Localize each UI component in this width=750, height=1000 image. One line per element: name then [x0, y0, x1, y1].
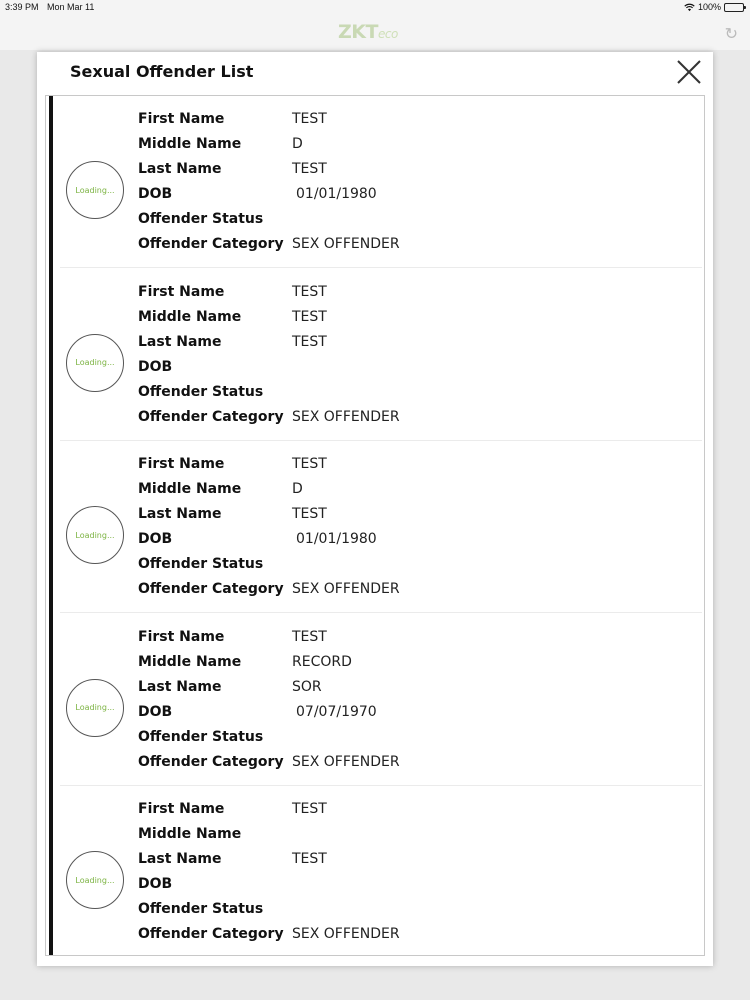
offender-record[interactable] [60, 614, 702, 786]
field-value: TEST [292, 456, 327, 472]
field-label: DOB [138, 358, 173, 375]
modal-title: Sexual Offender List [70, 62, 254, 81]
field-row-offender-category [138, 407, 698, 427]
app-bar [0, 16, 750, 50]
field-row-offender-category [138, 234, 698, 254]
field-value: SEX OFFENDER [292, 926, 400, 942]
field-row-first-name [138, 799, 698, 819]
field-label: Offender Category [138, 926, 284, 942]
field-label: Offender Category [138, 753, 284, 770]
battery-percent: 100% [697, 2, 721, 12]
field-label: Offender Category [138, 581, 284, 597]
field-value: TEST [292, 506, 327, 522]
field-label: DOB [138, 703, 173, 720]
field-value: TEST [292, 161, 327, 177]
field-value: SEX OFFENDER [292, 408, 400, 425]
field-label: Offender Status [138, 901, 264, 917]
field-label: DOB [138, 531, 173, 547]
field-row-middle-name [138, 479, 698, 499]
field-label: Middle Name [138, 826, 242, 842]
field-value: RECORD [292, 653, 352, 670]
field-label: Middle Name [138, 136, 242, 152]
zkteco-logo: ZKTeco [338, 21, 398, 43]
close-icon[interactable] [674, 57, 704, 87]
offender-photo-placeholder: Loading... [66, 334, 124, 392]
field-value: TEST [292, 111, 327, 127]
field-value: SEX OFFENDER [292, 753, 400, 770]
field-row-offender-category [138, 924, 698, 944]
field-value: SOR [292, 678, 322, 695]
field-row-dob [138, 702, 698, 722]
offender-record[interactable] [60, 269, 702, 441]
field-row-offender-category [138, 752, 698, 772]
field-value: D [292, 136, 303, 152]
offender-record[interactable] [60, 786, 702, 956]
field-row-last-name [138, 504, 698, 524]
field-label: First Name [138, 456, 225, 472]
field-value: TEST [292, 801, 327, 817]
field-label: Offender Status [138, 556, 264, 572]
field-row-middle-name [138, 307, 698, 327]
field-value: 01/01/1980 [296, 531, 377, 547]
field-label: Middle Name [138, 653, 242, 670]
field-label: Middle Name [138, 481, 242, 497]
status-time: 3:39 PM [5, 2, 39, 12]
field-row-offender-status [138, 727, 698, 747]
close-button[interactable] [674, 57, 704, 87]
field-row-offender-status [138, 209, 698, 229]
field-row-first-name [138, 454, 698, 474]
offender-photo-placeholder: Loading... [66, 851, 124, 909]
status-right [684, 2, 744, 12]
field-row-dob [138, 874, 698, 894]
field-label: Offender Status [138, 383, 264, 400]
offender-list[interactable] [45, 95, 705, 956]
sexual-offender-list-dialog [37, 52, 713, 966]
field-label: First Name [138, 628, 225, 645]
field-label: First Name [138, 111, 225, 127]
field-label: Offender Status [138, 211, 264, 227]
field-value: SEX OFFENDER [292, 236, 400, 252]
field-value: SEX OFFENDER [292, 581, 400, 597]
field-value: 07/07/1970 [296, 703, 377, 720]
field-label: Offender Status [138, 728, 264, 745]
field-value: D [292, 481, 303, 497]
field-label: Last Name [138, 333, 222, 350]
field-row-dob [138, 184, 698, 204]
field-label: Middle Name [138, 308, 242, 325]
field-value: 01/01/1980 [296, 186, 377, 202]
field-label: DOB [138, 876, 173, 892]
offender-record[interactable] [60, 441, 702, 613]
field-value: TEST [292, 851, 327, 867]
offender-photo-placeholder: Loading... [66, 161, 124, 219]
field-label: DOB [138, 186, 173, 202]
field-row-offender-category [138, 579, 698, 599]
field-row-first-name [138, 627, 698, 647]
wifi-icon [684, 3, 695, 12]
offender-photo-placeholder: Loading... [66, 679, 124, 737]
field-row-middle-name [138, 824, 698, 844]
field-label: Offender Category [138, 408, 284, 425]
field-value: TEST [292, 333, 327, 350]
field-row-offender-status [138, 382, 698, 402]
field-label: First Name [138, 801, 225, 817]
status-date: Mon Mar 11 [47, 2, 95, 12]
field-label: Last Name [138, 506, 222, 522]
field-row-first-name [138, 282, 698, 302]
field-value: TEST [292, 628, 327, 645]
field-label: Last Name [138, 161, 222, 177]
field-label: Offender Category [138, 236, 284, 252]
field-row-dob [138, 529, 698, 549]
field-row-offender-status [138, 554, 698, 574]
field-row-last-name [138, 332, 698, 352]
field-label: Last Name [138, 678, 222, 695]
field-value: TEST [292, 308, 327, 325]
battery-icon [724, 3, 744, 12]
offender-photo-placeholder: Loading... [66, 506, 124, 564]
scrollbar[interactable] [49, 96, 53, 955]
field-row-offender-status [138, 899, 698, 919]
refresh-icon[interactable]: ↻ [724, 24, 738, 43]
status-bar [0, 0, 750, 16]
field-row-last-name [138, 849, 698, 869]
offender-record[interactable] [60, 96, 702, 268]
field-row-last-name [138, 677, 698, 697]
field-label: Last Name [138, 851, 222, 867]
field-label: First Name [138, 283, 225, 300]
field-value: TEST [292, 283, 327, 300]
field-row-middle-name [138, 134, 698, 154]
field-row-dob [138, 357, 698, 377]
field-row-middle-name [138, 652, 698, 672]
field-row-first-name [138, 109, 698, 129]
field-row-last-name [138, 159, 698, 179]
